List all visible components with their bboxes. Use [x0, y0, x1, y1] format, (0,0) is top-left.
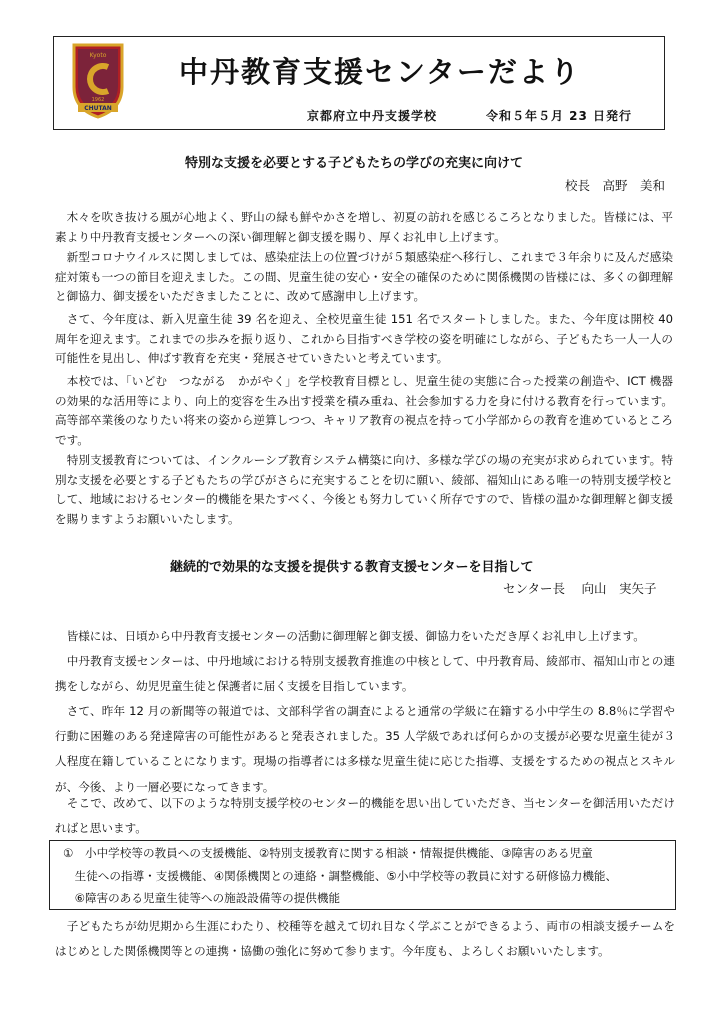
newsletter-header: [53, 36, 665, 130]
article2-paragraph-4: そこで、改めて、以下のような特別支援学校のセンター的機能を思い出していただき、当センターを御活用いただければと思います。: [55, 796, 675, 836]
article1-paragraph-5: 特別支援教育については、インクルーシブ教育システム構築に向け、多様な学びの場の充実が求められています。特別な支援を必要とする子どもたちの学びがさらに充実することを切に願い、綾部、福知山にある唯一の特別支援学校として、地域におけるセンター的機能を果たすべく、今後とも努力していく所存ですので、皆様の温かな御理解と御支援を賜りますようお願いいたします。: [55, 453, 673, 526]
article1-paragraph-2: 新型コロナウイルスに関しましては、感染症法上の位置づけが５類感染症へ移行し、これまで３年余りに及んだ感染症対策も一つの節目を迎えました。この間、児童生徒の安心・安全の確保のために関係機関の皆様には、多くの御理解と御協力、御支援をいただきましたことに、改めて感謝申し上げます。: [55, 250, 673, 304]
school-emblem-icon: [70, 41, 126, 119]
function-line-2: 生徒への指導・支援機能、④関係機関との連絡・調整機能、⑤小中学校等の教員に対する研修協力機能、: [63, 869, 618, 883]
article2-closing: 子どもたちが幼児期から生涯にわたり、校種等を越えて切れ目なく学ぶことができるよう、両市の相談支援チームをはじめとした関係機関等との連携・協働の強化に努めて参ります。今年度も、よろしくお願いいたします。: [55, 919, 675, 959]
emblem-year: 1962: [91, 97, 105, 103]
issue-date: 令和５年５月 23 日発行: [486, 109, 633, 123]
article1-heading: 特別な支援を必要とする子どもたちの学びの充実に向けて: [185, 156, 524, 171]
article2-paragraph-1: 皆様には、日頃から中丹教育支援センターの活動に御理解と御支援、御協力をいただき厚くお礼申し上げます。: [55, 629, 645, 643]
function-line-3: ⑥障害のある児童生徒等への施設設備等の提供機能: [63, 891, 341, 905]
article2-author: センター長 向山 実矢子: [503, 581, 657, 596]
article1-paragraph-3: さて、今年度は、新入児童生徒 39 名を迎え、全校児童生徒 151 名でスタートしました。また、今年度は開校 40 周年を迎えます。これまでの歩みを振り返り、これから目指すべき学校の姿を明確にしながら、子どもたち一人一人の可能性を見出し、伸ばす教育を充実・発展させていきたいと考えています。: [55, 312, 673, 366]
article1-paragraph-1: 木々を吹き抜ける風が心地よく、野山の緑も鮮やかさを増し、初夏の訪れを感じるころとなりました。皆様には、平素より中丹教育支援センターへの深い御理解と御支援を賜り、厚くお礼申し上げます。: [55, 210, 673, 244]
center-functions-box: [49, 840, 676, 910]
article2-paragraph-3: さて、昨年 12 月の新聞等の報道では、文部科学省の調査によると通常の学級に在籍する小中学生の 8.8％に学習や行動に困難のある発達障害の可能性があると発表されました。35 人学級であれば何らかの支援が必要な児童生徒が３人程度在籍していることになります。現場の指導者には多様な児童生徒に応じた指導、支援をするための視点とスキルが、今後、より一層必要になってきます。: [55, 704, 675, 794]
emblem-text-top: Kyoto: [89, 52, 107, 59]
function-line-1: ① 小中学校等の教員への支援機能、②特別支援教育に関する相談・情報提供機能、③障害のある児童: [63, 846, 593, 860]
school-name: 京都府立中丹支援学校: [307, 109, 438, 123]
article1-paragraph-4: 本校では、「いどむ つながる かがやく」を学校教育目標とし、児童生徒の実態に合った授業の創造や、ICT 機器の効果的な活用等により、向上的変容を生み出す授業を積み重ね、社会参加する力を身に付ける教育を行っています。高等部卒業後のなりたい将来の姿から逆算しつつ、キャリア教育の視点を持って小学部からの教育を進めているところです。: [55, 374, 673, 447]
article1-author: 校長 高野 美和: [565, 178, 666, 193]
emblem-text-bottom: CHUTAN: [84, 105, 112, 112]
article2-paragraph-2: 中丹教育支援センターは、中丹地域における特別支援教育推進の中核として、中丹教育局、綾部市、福知山市との連携をしながら、幼児児童生徒と保護者に届く支援を目指しています。: [55, 654, 675, 694]
article2-heading: 継続的で効果的な支援を提供する教育支援センターを目指して: [170, 560, 534, 575]
newsletter-title: 中丹教育支援センターだより: [179, 55, 581, 89]
